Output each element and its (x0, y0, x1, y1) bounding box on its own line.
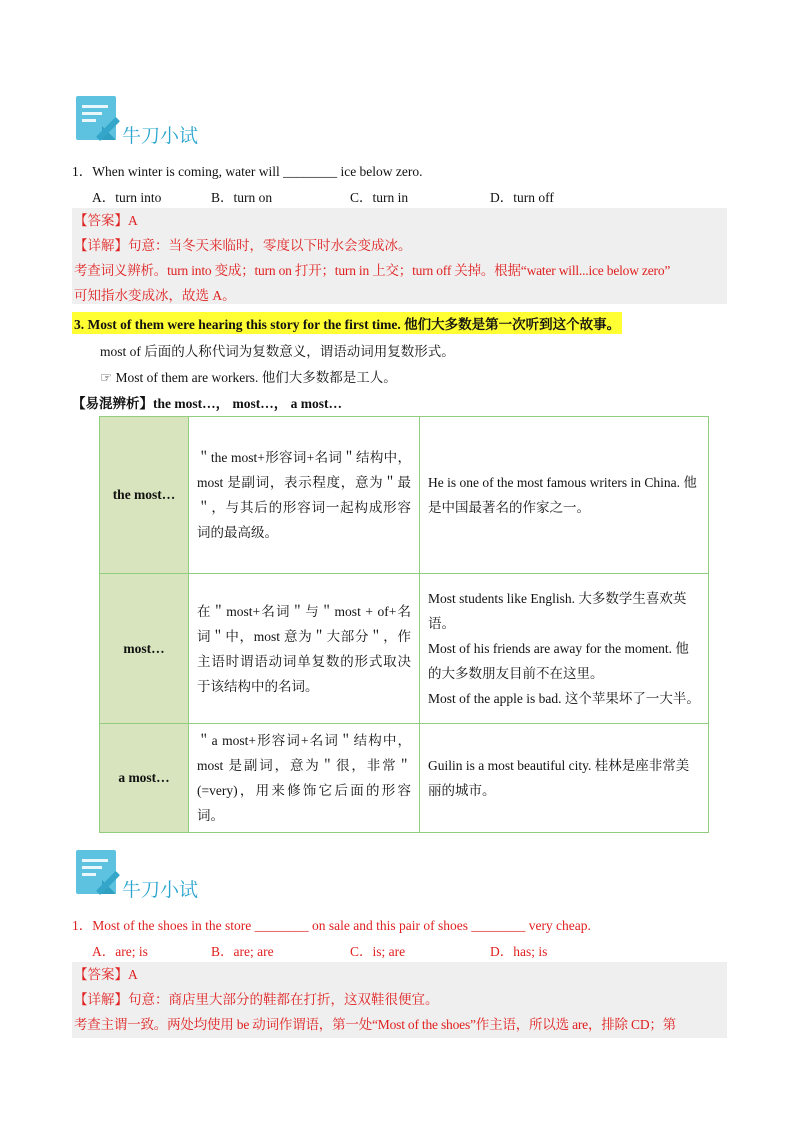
row-example: He is one of the most famous writers in China. 他是中国最著名的作家之一。 (420, 417, 709, 574)
option-a: A．are; is (92, 944, 148, 959)
question-1: 1．When winter is coming, water will ________ ice below zero. (72, 164, 423, 179)
option-b: B．are; are (211, 944, 274, 959)
section-header-1 (76, 96, 199, 147)
option-a: A．turn into (92, 190, 162, 205)
row-description: ＂the most+形容词+名词＂结构中，most 是副词，表示程度，意为＂最＂，与其后的形容词一起构成形容词的最高级。 (189, 417, 420, 574)
options-2 (92, 940, 692, 960)
answer-line: 【答案】A (74, 213, 138, 228)
table-row (100, 574, 709, 724)
explain-line: 考查词义辨析。turn into 变成；turn on 打开；turn in 上交；turn off 关掉。根据“water will...ice below zero” (74, 263, 671, 278)
point-example: ☞ Most of them are workers. 他们大多数都是工人。 (100, 370, 397, 385)
row-example: Guilin is a most beautiful city. 桂林是座非常美丽的城市。 (420, 724, 709, 833)
option-d: D．turn off (490, 190, 554, 205)
confusion-title: 【易混辨析】the most…， most…， a most… (72, 396, 342, 411)
explain-line: 【详解】句意：商店里大部分的鞋都在打折，这双鞋很便宜。 (74, 992, 439, 1007)
comparison-table (99, 416, 709, 833)
row-label: most… (100, 574, 189, 724)
row-description: ＂a most+形容词+名词＂结构中，most 是副词，意为＂很，非常＂(=very)，用来修饰它后面的形容词。 (189, 724, 420, 833)
row-label: a most… (100, 724, 189, 833)
section-title: 牛刀小试 (122, 879, 199, 901)
explain-line: 考查主谓一致。两处均使用 be 动词作谓语，第一处“Most of the shoes”作主语，所以选 are，排除 CD；第 (74, 1017, 676, 1032)
table-row (100, 724, 709, 833)
row-examples (420, 574, 709, 724)
option-b: B．turn on (211, 190, 273, 205)
row-description: 在＂most+名词＂与＂most + of+名词＂中，most 意为＂大部分＂，作主语时谓语动词单复数的形式取决于该结构中的名词。 (189, 574, 420, 724)
answer-line: 【答案】A (74, 967, 138, 982)
question-2: 1．Most of the shoes in the store ________ on sale and this pair of shoes ________ very cheap. (72, 918, 591, 933)
point-note: most of 后面的人称代词为复数意义，谓语动词用复数形式。 (100, 344, 455, 359)
explain-line: 可知指水变成冰，故选 A。 (74, 288, 236, 303)
option-c: C．is; are (350, 944, 406, 959)
note-pencil-icon (76, 850, 120, 898)
example-line: Most of the apple is bad. 这个苹果坏了一大半。 (428, 691, 700, 706)
point-title: 3. Most of them were hearing this story for the first time. 他们大多数是第一次听到这个故事。 (72, 312, 622, 334)
option-c: C．turn in (350, 190, 409, 205)
section-header-2 (76, 850, 199, 901)
table-row (100, 417, 709, 574)
options-1 (92, 186, 692, 206)
answer-box-2 (72, 962, 727, 1038)
explain-line: 【详解】句意：当冬天来临时，零度以下时水会变成冰。 (74, 238, 412, 253)
answer-box-1 (72, 208, 727, 304)
example-line: Most of his friends are away for the moment. 他的大多数朋友目前不在这里。 (428, 641, 689, 681)
example-line: Most students like English. 大多数学生喜欢英语。 (428, 591, 687, 631)
option-d: D．has; is (490, 944, 548, 959)
row-label: the most… (100, 417, 189, 574)
note-pencil-icon (76, 96, 120, 144)
section-title: 牛刀小试 (122, 125, 199, 147)
